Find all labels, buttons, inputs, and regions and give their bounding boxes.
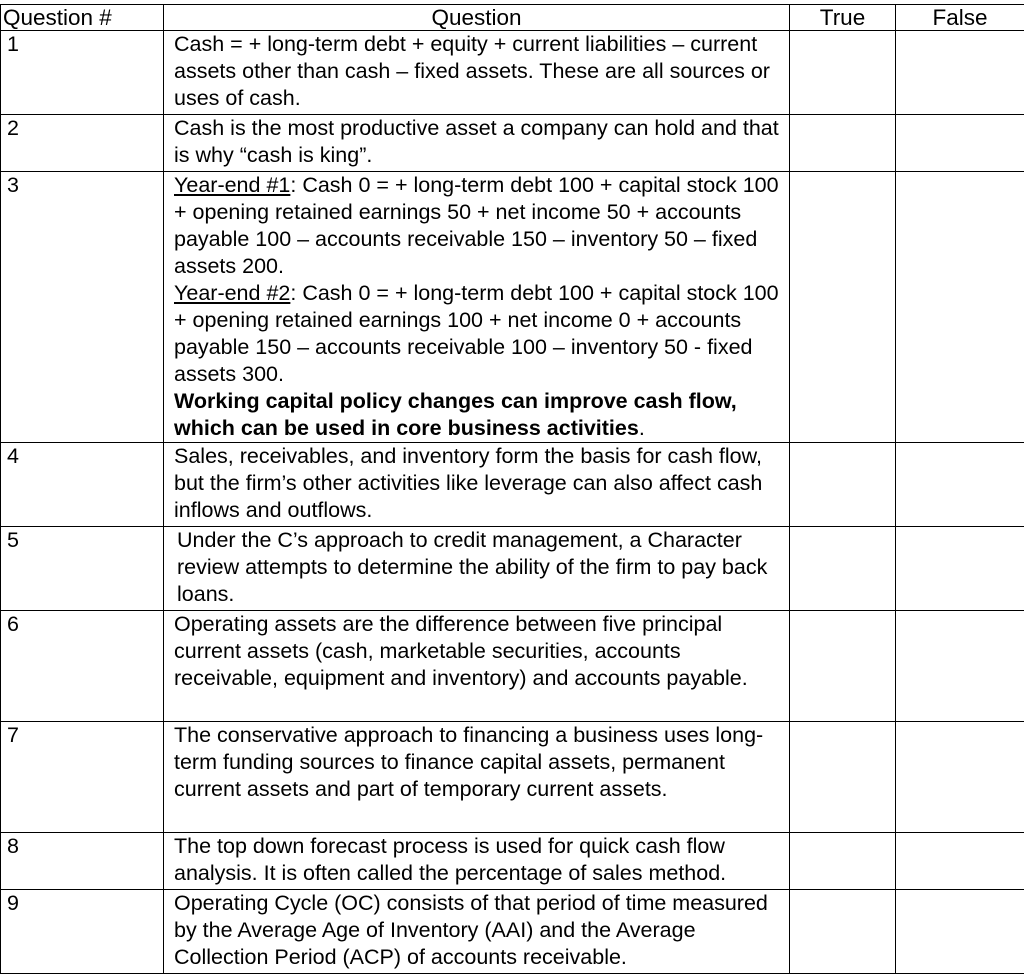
- question-row-2: [1, 115, 1024, 172]
- question-row-3: [1, 172, 1024, 443]
- true-answer-cell[interactable]: [790, 833, 896, 890]
- false-answer-cell[interactable]: [896, 31, 1024, 115]
- question-number: 7: [1, 722, 164, 833]
- header-question-number: Question #: [1, 5, 164, 31]
- false-answer-cell[interactable]: [896, 722, 1024, 833]
- question-number: 6: [1, 611, 164, 722]
- year-end-1-text: : Cash 0 = + long-term debt 100 + capital stock 100 + opening retained earnings 50 + net income 50 + accounts payable 100 – accounts receivable 150 – inventory 50 – fixed assets 200.: [174, 173, 779, 278]
- header-question: Question: [164, 5, 790, 31]
- bold-statement: Working capital policy changes can improve cash flow, which can be used in core business activities: [174, 389, 737, 440]
- question-row-9: [1, 890, 1024, 974]
- true-answer-cell[interactable]: [790, 722, 896, 833]
- true-answer-cell[interactable]: [790, 172, 896, 443]
- question-text: The top down forecast process is used for quick cash flow analysis. It is often called the percentage of sales method.: [164, 833, 790, 890]
- question-row-1: [1, 31, 1024, 115]
- question-row-5: [1, 527, 1024, 611]
- question-text: Under the C’s approach to credit management, a Character review attempts to determine the ability of the firm to pay back loans.: [164, 527, 790, 611]
- true-false-table: [0, 4, 1024, 974]
- question-row-8: [1, 833, 1024, 890]
- question-row-4: [1, 443, 1024, 527]
- question-text: [164, 172, 790, 443]
- header-true: True: [790, 5, 896, 31]
- header-row: [1, 5, 1024, 31]
- question-number: 9: [1, 890, 164, 974]
- false-answer-cell[interactable]: [896, 527, 1024, 611]
- question-number: 4: [1, 443, 164, 527]
- question-number: 2: [1, 115, 164, 172]
- true-answer-cell[interactable]: [790, 890, 896, 974]
- false-answer-cell[interactable]: [896, 115, 1024, 172]
- false-answer-cell[interactable]: [896, 172, 1024, 443]
- question-number: 1: [1, 31, 164, 115]
- true-answer-cell[interactable]: [790, 443, 896, 527]
- true-answer-cell[interactable]: [790, 527, 896, 611]
- question-number: 3: [1, 172, 164, 443]
- question-text: The conservative approach to financing a business uses long-term funding sources to finance capital assets, permanent current assets and part of temporary current assets.: [164, 722, 790, 833]
- year-end-1-line: [174, 172, 785, 280]
- true-answer-cell[interactable]: [790, 31, 896, 115]
- year-end-2-line: [174, 280, 785, 388]
- question-number: 5: [1, 527, 164, 611]
- year-end-1-label: Year-end #1: [174, 173, 290, 197]
- question-text: Operating Cycle (OC) consists of that period of time measured by the Average Age of Inventory (AAI) and the Average Collection Period (ACP) of accounts receivable.: [164, 890, 790, 974]
- statement-period: .: [639, 416, 645, 440]
- question-row-6: [1, 611, 1024, 722]
- true-answer-cell[interactable]: [790, 611, 896, 722]
- false-answer-cell[interactable]: [896, 611, 1024, 722]
- false-answer-cell[interactable]: [896, 890, 1024, 974]
- year-end-2-text: : Cash 0 = + long-term debt 100 + capital stock 100 + opening retained earnings 100 + net income 0 + accounts payable 150 – accounts receivable 100 – inventory 50 - fixed assets 300.: [174, 281, 779, 386]
- question-text: Cash is the most productive asset a company can hold and that is why “cash is king”.: [164, 115, 790, 172]
- header-false: False: [896, 5, 1024, 31]
- false-answer-cell[interactable]: [896, 833, 1024, 890]
- question-text: Operating assets are the difference between five principal current assets (cash, marketable securities, accounts receivable, equipment and inventory) and accounts payable.: [164, 611, 790, 722]
- year-end-2-label: Year-end #2: [174, 281, 290, 305]
- question-number: 8: [1, 833, 164, 890]
- statement-line: [174, 388, 785, 442]
- false-answer-cell[interactable]: [896, 443, 1024, 527]
- question-text: Cash = + long-term debt + equity + current liabilities – current assets other than cash – fixed assets. These are all sources or uses of cash.: [164, 31, 790, 115]
- true-answer-cell[interactable]: [790, 115, 896, 172]
- question-row-7: [1, 722, 1024, 833]
- question-text: Sales, receivables, and inventory form the basis for cash flow, but the firm’s other activities like leverage can also affect cash inflows and outflows.: [164, 443, 790, 527]
